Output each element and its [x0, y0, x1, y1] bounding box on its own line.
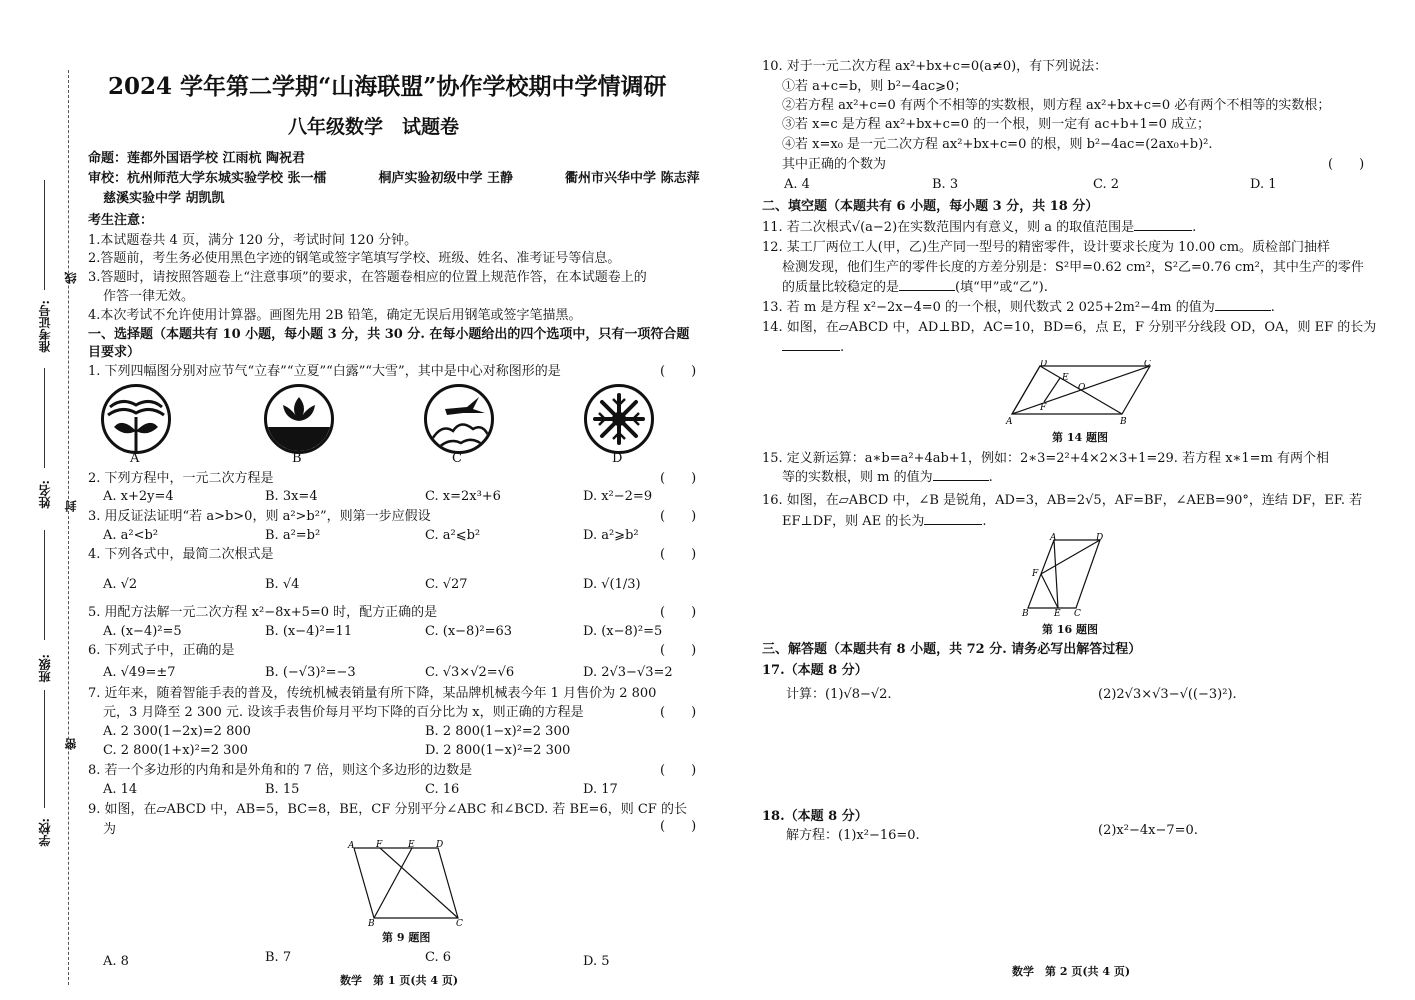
q12-line-2: 检测发现，他们生产的零件长度的方差分别是：S²甲=0.62 cm²，S²乙=0.76 cm²，其中生产的零件 — [782, 260, 1364, 275]
q2-option-b: B. 3x=4 — [265, 489, 318, 504]
exam-subtitle: 八年级数学 试题卷 — [288, 116, 460, 138]
q1-label-d: D — [612, 451, 623, 466]
q6-option-b: B. (−√3)²=−3 — [265, 665, 356, 680]
answer-paren: ( ) — [660, 509, 697, 524]
q6-stem: 6. 下列式子中，正确的是 — [88, 643, 235, 658]
q8-option-c: C. 16 — [425, 782, 460, 797]
q10-statement-2: ②若方程 ax²+c=0 有两个不相等的实数根，则方程 ax²+bx+c=0 必有两个不相等的实数根； — [782, 98, 1331, 113]
school-line — [44, 690, 45, 808]
q4-option-d: D. √(1/3) — [583, 577, 641, 592]
q7-stem-line-2: 元，3 月降至 2 300 元. 设该手表售价每月平均下降的百分比为 x，则正确的方程是 — [103, 705, 584, 720]
q10-option-b: B. 3 — [932, 177, 959, 192]
q10-option-a: A. 4 — [784, 177, 810, 192]
q18-part-2: (2)x²−4x−7=0. — [1098, 823, 1198, 838]
q8-stem: 8. 若一个多边形的内角和是外角和的 7 倍，则这个多边形的边数是 — [88, 763, 473, 778]
q15-answer-blank[interactable] — [933, 480, 989, 481]
q13-stem: 13. 若 m 是方程 x²−2x−4=0 的一个根，则代数式 2 025+2m²−4m 的值为 — [762, 300, 1215, 315]
q16-point-label: B — [1022, 609, 1029, 618]
class-label: 班级: — [38, 654, 52, 683]
q11-text — [762, 221, 1196, 234]
q16-caption: 第 16 题图 — [1042, 623, 1098, 636]
notice-title: 考生注意： — [88, 213, 154, 228]
q6-option-a: A. √49=±7 — [103, 665, 176, 680]
q14-line-2 — [782, 341, 844, 354]
q4-option-b: B. √4 — [265, 577, 300, 592]
q9-option-b: B. 7 — [265, 950, 292, 965]
q14-answer-blank[interactable] — [782, 350, 840, 351]
page-2-footer: 数学 第 2 页(共 4 页) — [1012, 965, 1131, 978]
name-line — [44, 368, 45, 468]
q9-point-label: D — [436, 840, 444, 850]
q1-option-b-image — [264, 384, 334, 454]
q5-option-d: D. (x−8)²=5 — [583, 624, 663, 639]
q10-option-c: C. 2 — [1093, 177, 1120, 192]
q4-option-c: C. √27 — [425, 577, 468, 592]
q9-point-label: F — [376, 840, 383, 850]
q16-line-2 — [782, 515, 986, 528]
q14-point-label: A — [1006, 417, 1013, 427]
section-1-title: 一、选择题（本题共有 10 小题，每小题 3 分，共 30 分. 在每小题给出的四个选项中，只有一项符合题 — [88, 327, 690, 342]
q17-heading: 17.（本题 8 分） — [762, 663, 868, 678]
q9-point-label: A — [348, 841, 355, 851]
answer-paren: ( ) — [660, 705, 697, 720]
answer-paren: ( ) — [660, 605, 697, 620]
q16-point-label: D — [1096, 533, 1104, 543]
notice-item: 1.本试题卷共 4 页，满分 120 分，考试时间 120 分钟。 — [88, 233, 418, 248]
page-1-footer: 数学 第 1 页(共 4 页) — [340, 974, 459, 987]
q1-label-a: A — [130, 451, 140, 466]
q14-figure — [1004, 360, 1164, 430]
q14-point-label: B — [1120, 417, 1127, 427]
q10-option-d: D. 1 — [1250, 177, 1277, 192]
answer-paren: ( ) — [660, 763, 697, 778]
answer-paren: ( ) — [660, 819, 697, 834]
q8-option-d: D. 17 — [583, 782, 618, 797]
answer-paren: ( ) — [660, 364, 697, 379]
class-line — [44, 530, 45, 640]
q11-period: . — [1192, 220, 1197, 235]
exam-no-label: 准考证号: — [38, 300, 52, 353]
q9-point-label: E — [408, 840, 415, 850]
q5-stem: 5. 用配方法解一元二次方程 x²−8x+5=0 时，配方正确的是 — [88, 605, 438, 620]
section-1-title-2: 目要求） — [88, 345, 141, 360]
q17-part-2: (2)2√3×√3−√((−3)²). — [1098, 687, 1237, 702]
q11-answer-blank[interactable] — [1134, 230, 1192, 231]
q6-option-c: C. √3×√2=√6 — [425, 665, 515, 680]
q10-statement-4: ④若 x=x₀ 是一元二次方程 ax²+bx+c=0 的根，则 b²−4ac=(2ax₀+b)². — [782, 137, 1213, 152]
q4-option-a: A. √2 — [103, 577, 138, 592]
q16-point-label: A — [1050, 533, 1057, 543]
q18-part-1: 解方程：(1)x²−16=0. — [786, 828, 920, 843]
q16-line-1: 16. 如图，在▱ABCD 中，∠B 是锐角，AD=3，AB=2√5，AF=BF，∠AEB=90°，连结 DF，EF. 若 — [762, 493, 1363, 508]
binding-dashed-line — [68, 70, 69, 985]
school-label: 学校: — [38, 818, 52, 847]
lixia-lotus-icon — [267, 387, 331, 451]
review-line: 审校：杭州师范大学东城实验学校 张一檑 桐庐实验初级中学 王静 衢州市兴华中学 陈志萍 — [88, 171, 700, 186]
q14-point-label: O — [1078, 383, 1086, 393]
q16-point-label: C — [1074, 609, 1081, 618]
answer-paren: ( ) — [1328, 157, 1365, 172]
q12-hint: (填“甲”或“乙”). — [955, 280, 1048, 295]
q13-answer-blank[interactable] — [1215, 310, 1271, 311]
answer-paren: ( ) — [660, 643, 697, 658]
q1-label-c: C — [452, 451, 462, 466]
q16-point-label: E — [1054, 609, 1061, 618]
notice-item: 3.答题时，请按照答题卷上“注意事项”的要求，在答题卷相应的位置上规范作答，在本试题卷上的 — [88, 270, 647, 285]
q6-option-d: D. 2√3−√3=2 — [583, 665, 673, 680]
q10-stem: 10. 对于一元二次方程 ax²+bx+c=0(a≠0)，有下列说法： — [762, 59, 1108, 74]
q14-point-label: D — [1040, 360, 1048, 369]
q3-option-b: B. a²=b² — [265, 528, 321, 543]
q9-point-label: B — [368, 919, 375, 929]
secret-char: 密 — [64, 738, 78, 750]
q16-answer-blank[interactable] — [924, 524, 982, 525]
q17-part-1: 计算：(1)√8−√2. — [786, 687, 892, 702]
q7-option-c: C. 2 800(1+x)²=2 300 — [103, 743, 248, 758]
notice-item: 作答一律无效。 — [103, 289, 195, 304]
q3-option-c: C. a²⩽b² — [425, 528, 481, 543]
notice-item: 4.本次考试不允许使用计算器。画图先用 2B 铅笔，确定无误后用钢笔或签字笔描黑。 — [88, 308, 582, 323]
q2-option-d: D. x²−2=9 — [583, 489, 653, 504]
q9-stem-line-2: 为 — [103, 822, 117, 837]
q15-line-2 — [782, 471, 993, 484]
q1-option-a-image — [101, 384, 171, 454]
q9-stem-line-1: 9. 如图，在▱ABCD 中，AB=5，BC=8，BE，CF 分别平分∠ABC 和∠BCD. 若 BE=6，则 CF 的长 — [88, 802, 687, 817]
q3-stem: 3. 用反证法证明“若 a>b>0，则 a²>b²”，则第一步应假设 — [88, 509, 431, 524]
author-line: 命题：莲都外国语学校 江雨杭 陶祝君 — [88, 151, 306, 166]
seal-line-char: 线 — [64, 272, 78, 284]
q9-point-label: C — [456, 919, 463, 929]
q8-option-a: A. 14 — [103, 782, 138, 797]
q9-option-d: D. 5 — [583, 954, 610, 969]
section-3-title: 三、解答题（本题共有 8 小题，共 72 分. 请务必写出解答过程） — [762, 642, 1142, 657]
bailu-bird-icon — [427, 387, 491, 451]
q2-option-c: C. x=2x³+6 — [425, 489, 501, 504]
seal-char: 封 — [64, 500, 78, 512]
q1-stem: 1. 下列四幅图分别对应节气“立春”“立夏”“白露”“大雪”，其中是中心对称图形的是 — [88, 364, 561, 379]
q5-option-b: B. (x−4)²=11 — [265, 624, 353, 639]
q9-option-a: A. 8 — [103, 954, 129, 969]
q14-period: . — [840, 340, 845, 355]
name-label: 姓名: — [38, 480, 52, 509]
q9-figure — [340, 838, 470, 930]
exam-title: 2024 学年第二学期“山海联盟”协作学校期中学情调研 — [108, 73, 667, 100]
q18-heading: 18.（本题 8 分） — [762, 809, 868, 824]
q3-option-d: D. a²⩾b² — [583, 528, 639, 543]
q14-point-label: C — [1144, 360, 1151, 369]
q10-statement-1: ①若 a+c=b，则 b²−4ac⩾0； — [782, 79, 968, 94]
answer-paren: ( ) — [660, 471, 697, 486]
q10-question: 其中正确的个数为 — [782, 157, 887, 172]
q2-option-a: A. x+2y=4 — [103, 489, 174, 504]
review-line-2: 慈溪实验中学 胡凯凯 — [103, 191, 225, 206]
q12-line-3 — [782, 281, 1048, 294]
exam-no-line — [44, 180, 45, 290]
q15-line-1: 15. 定义新运算：a∗b=a²+4ab+1，例如：2∗3=2²+4×2×3+1=29. 若方程 x∗1=m 有两个相 — [762, 451, 1329, 466]
lichun-symbol-icon — [104, 387, 168, 451]
q16-period: . — [982, 514, 987, 529]
q15-period: . — [988, 470, 993, 485]
q14-point-label: E — [1062, 373, 1069, 383]
q7-option-a: A. 2 300(1−2x)=2 800 — [103, 724, 251, 739]
q14-point-label: F — [1040, 403, 1047, 413]
q16-point-label: F — [1032, 569, 1039, 579]
q1-option-d-image — [584, 384, 654, 454]
q10-statement-3: ③若 x=c 是方程 ax²+bx+c=0 的一个根，则一定有 ac+b+1=0 成立； — [782, 117, 1211, 132]
q4-stem: 4. 下列各式中，最简二次根式是 — [88, 547, 274, 562]
q2-stem: 2. 下列方程中，一元二次方程是 — [88, 471, 274, 486]
q12-stem: 的质量比较稳定的是 — [782, 280, 900, 295]
q14-caption: 第 14 题图 — [1052, 431, 1108, 444]
q7-option-b: B. 2 800(1−x)²=2 300 — [425, 724, 570, 739]
q12-answer-blank[interactable] — [899, 290, 955, 291]
q16-figure — [1014, 532, 1104, 618]
q1-option-c-image — [424, 384, 494, 454]
q7-stem-line-1: 7. 近年来，随着智能手表的普及，传统机械表销量有所下降，某品牌机械表今年 1 月售价为 2 800 — [88, 686, 657, 701]
section-2-title: 二、填空题（本题共有 6 小题，每小题 3 分，共 18 分） — [762, 199, 1099, 214]
q3-option-a: A. a²<b² — [103, 528, 159, 543]
q11-stem: 11. 若二次根式√(a−2)在实数范围内有意义，则 a 的取值范围是 — [762, 220, 1135, 235]
notice-item: 2.答题前，考生务必使用黑色字迹的钢笔或签字笔填写学校、班级、姓名、准考证号等信息。 — [88, 251, 621, 266]
q1-label-b: B — [292, 451, 302, 466]
q5-option-a: A. (x−4)²=5 — [103, 624, 182, 639]
q5-option-c: C. (x−8)²=63 — [425, 624, 513, 639]
q7-option-d: D. 2 800(1−x)²=2 300 — [425, 743, 571, 758]
q12-line-1: 12. 某工厂两位工人(甲，乙)生产同一型号的精密零件，设计要求长度为 10.00 cm。质检部门抽样 — [762, 240, 1331, 255]
q14-line-1: 14. 如图，在▱ABCD 中，AD⊥BD，AC=10，BD=6，点 E，F 分别平分线段 OD，OA，则 EF 的长为 — [762, 320, 1377, 335]
q9-option-c: C. 6 — [425, 950, 452, 965]
q15-stem: 等的实数根，则 m 的值为 — [782, 470, 933, 485]
q13-period: . — [1270, 300, 1275, 315]
q16-stem: EF⊥DF，则 AE 的长为 — [782, 514, 925, 529]
q8-option-b: B. 15 — [265, 782, 300, 797]
daxue-snowflake-icon — [587, 387, 651, 451]
q13-text — [762, 301, 1275, 314]
q9-caption: 第 9 题图 — [382, 931, 431, 944]
answer-paren: ( ) — [660, 547, 697, 562]
